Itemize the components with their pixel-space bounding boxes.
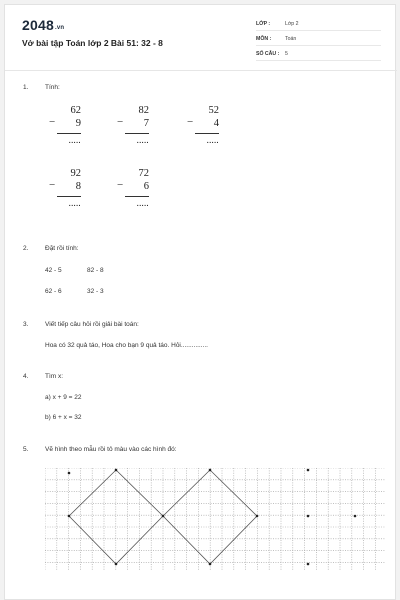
worksheet-page [4, 4, 396, 600]
exercise-32-3: 32 - 3 [87, 288, 104, 295]
exercise-42-5: 42 - 5 [45, 267, 62, 274]
equation-b: b) 6 + x = 32 [45, 414, 82, 421]
worksheet-title: Vở bài tập Toán lớp 2 Bài 51: 32 - 8 [22, 38, 163, 48]
question-5-title: Vẽ hình theo mẫu rồi tô màu vào các hình đó: [45, 446, 177, 453]
subtraction-72-6: − 72 6 ..... [117, 168, 149, 208]
dotted-grid-with-pattern [45, 468, 391, 574]
meta-class-label: LỚP : [256, 21, 271, 27]
drawing-grid[interactable] [45, 468, 391, 579]
meta-class-value: Lớp 2 [285, 21, 299, 27]
worksheet-header [5, 5, 397, 71]
exercise-82-8: 82 - 8 [87, 267, 104, 274]
meta-subject-label: MÔN : [256, 36, 272, 42]
answer-blank[interactable]: ..... [136, 138, 149, 145]
subtraction-92-8: − 92 8 ..... [49, 168, 81, 208]
subtraction-52-4: − 52 4 ..... [187, 105, 219, 145]
question-2-title: Đặt rồi tính: [45, 245, 79, 252]
answer-blank[interactable]: ..... [68, 201, 81, 208]
answer-blank[interactable]: ..... [136, 201, 149, 208]
answer-blank[interactable]: ..... [68, 138, 81, 145]
exercise-62-6: 62 - 6 [45, 288, 62, 295]
subtraction-82-7: − 82 7 ..... [117, 105, 149, 145]
question-3-number: 3. [23, 321, 29, 328]
question-1-number: 1. [23, 84, 29, 91]
answer-blank[interactable]: ..... [206, 138, 219, 145]
grid-dots [68, 469, 357, 566]
meta-count-value: 5 [285, 51, 288, 57]
question-5-number: 5. [23, 446, 29, 453]
site-logo[interactable]: 2048.vn [22, 17, 65, 33]
question-4-number: 4. [23, 373, 29, 380]
word-problem-text: Hoa có 32 quả táo, Hoa cho bạn 9 quả táo. Hỏi............... [45, 342, 208, 349]
subtraction-62-9: − 62 9 ..... [49, 105, 81, 145]
meta-count-label: SỐ CÂU : [256, 51, 280, 57]
meta-subject-value: Toán [285, 36, 297, 42]
question-1-title: Tính: [45, 84, 60, 91]
question-3-title: Viết tiếp câu hỏi rồi giải bài toán: [45, 321, 139, 328]
equation-a: a) x + 9 = 22 [45, 394, 82, 401]
meta-count-row [256, 48, 381, 61]
meta-class-row [256, 18, 381, 31]
question-4-title: Tìm x: [45, 373, 64, 380]
question-2-number: 2. [23, 245, 29, 252]
meta-subject-row [256, 33, 381, 46]
